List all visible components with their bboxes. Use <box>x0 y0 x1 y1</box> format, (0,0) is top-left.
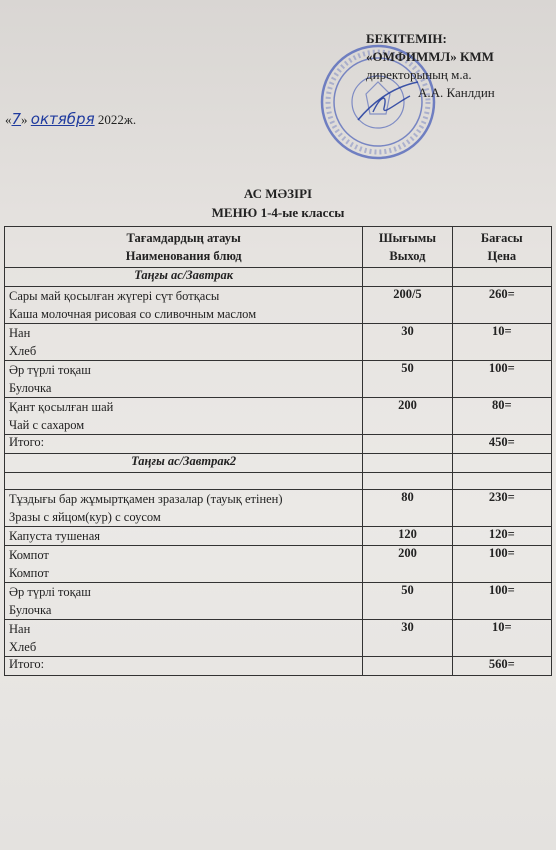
dish-price: 100= <box>452 546 551 583</box>
dish-output: 200/5 <box>363 287 452 324</box>
dish-name-kz: Сары май қосылған жүгері сүт ботқасы <box>9 289 220 303</box>
dish-name-kz: Әр түрлі тоқаш <box>9 585 91 599</box>
section2-title: Таңғы ас/Завтрак2 <box>5 454 363 473</box>
table-row <box>5 527 552 546</box>
section-title-row <box>5 454 552 473</box>
table-row <box>5 583 552 620</box>
header-price-ru: Цена <box>487 249 517 263</box>
dish-name-ru: Компот <box>9 566 49 580</box>
dish-name-kz: Қант қосылған шай <box>9 400 114 414</box>
dish-output: 80 <box>363 490 452 527</box>
dish-output: 50 <box>363 361 452 398</box>
table-header-row <box>5 227 552 268</box>
header-price-kz: Бағасы <box>480 231 523 245</box>
table-row <box>5 287 552 324</box>
section1-title: Таңғы ас/Завтрак <box>5 268 363 287</box>
dish-name-ru: Чай с сахаром <box>9 418 85 432</box>
dish-output: 30 <box>363 620 452 657</box>
dish-name-kz: Нан <box>9 326 31 340</box>
approval-signatory: А.А. Канлдин <box>418 85 495 100</box>
date-year: 2022ж. <box>97 112 137 127</box>
dish-name-kz: Нан <box>9 622 31 636</box>
table-row <box>5 324 552 361</box>
dish-name-ru: Булочка <box>9 603 52 617</box>
dish-name-ru: Каша молочная рисовая со сливочным маслом <box>9 307 257 321</box>
dish-output: 30 <box>363 324 452 361</box>
date-line <box>5 110 136 128</box>
header-name-kz: Тағамдардың атауы <box>126 231 241 245</box>
dish-name-kz: Тұздығы бар жұмыртқамен зразалар (тауық етінен) <box>9 492 283 506</box>
header-price <box>452 227 551 268</box>
approval-block <box>366 30 546 102</box>
dish-price: 100= <box>452 361 551 398</box>
approval-organization: «ОМФИММЛ» КММ <box>366 49 494 64</box>
total-label: Итого: <box>5 657 363 676</box>
dish-name-ru: Зразы с яйцом(кур) с соусом <box>9 510 161 524</box>
dish-output: 120 <box>363 527 452 546</box>
date-open-quote: « <box>5 112 12 127</box>
header-output-kz: Шығымы <box>378 231 437 245</box>
approval-heading: БЕКІТЕМІН: <box>366 31 447 46</box>
approval-position: директорының м.а. <box>366 67 472 82</box>
total-value: 450= <box>452 435 551 454</box>
total-row <box>5 435 552 454</box>
date-month: октября <box>30 110 95 128</box>
dish-name-kz: Капуста тушеная <box>9 529 101 543</box>
dish-price: 10= <box>452 324 551 361</box>
header-output <box>363 227 452 268</box>
dish-name-kz: Компот <box>9 548 49 562</box>
menu-table <box>4 226 552 676</box>
total-value: 560= <box>452 657 551 676</box>
dish-price: 260= <box>452 287 551 324</box>
table-row <box>5 490 552 527</box>
table-row <box>5 398 552 435</box>
dish-output: 50 <box>363 583 452 620</box>
dish-name-kz: Әр түрлі тоқаш <box>9 363 91 377</box>
dish-price: 10= <box>452 620 551 657</box>
dish-output: 200 <box>363 546 452 583</box>
dish-name-ru: Хлеб <box>9 640 37 654</box>
dish-price: 120= <box>452 527 551 546</box>
menu-subtitle: МЕНЮ 1-4-ые классы <box>211 205 345 220</box>
table-row <box>5 546 552 583</box>
dish-price: 80= <box>452 398 551 435</box>
dish-price: 230= <box>452 490 551 527</box>
dish-name-ru: Хлеб <box>9 344 37 358</box>
header-name <box>5 227 363 268</box>
total-row <box>5 657 552 676</box>
table-row <box>5 361 552 398</box>
header-name-ru: Наименования блюд <box>125 249 242 263</box>
section-title-row <box>5 268 552 287</box>
table-row <box>5 620 552 657</box>
dish-price: 100= <box>452 583 551 620</box>
date-close-quote: » <box>21 112 28 127</box>
dish-output: 200 <box>363 398 452 435</box>
empty-row <box>5 473 552 490</box>
date-day: 7 <box>11 110 22 128</box>
header-output-ru: Выход <box>389 249 426 263</box>
menu-title: АС МӘЗІРІ <box>243 186 313 201</box>
total-label: Итого: <box>5 435 363 454</box>
dish-name-ru: Булочка <box>9 381 52 395</box>
